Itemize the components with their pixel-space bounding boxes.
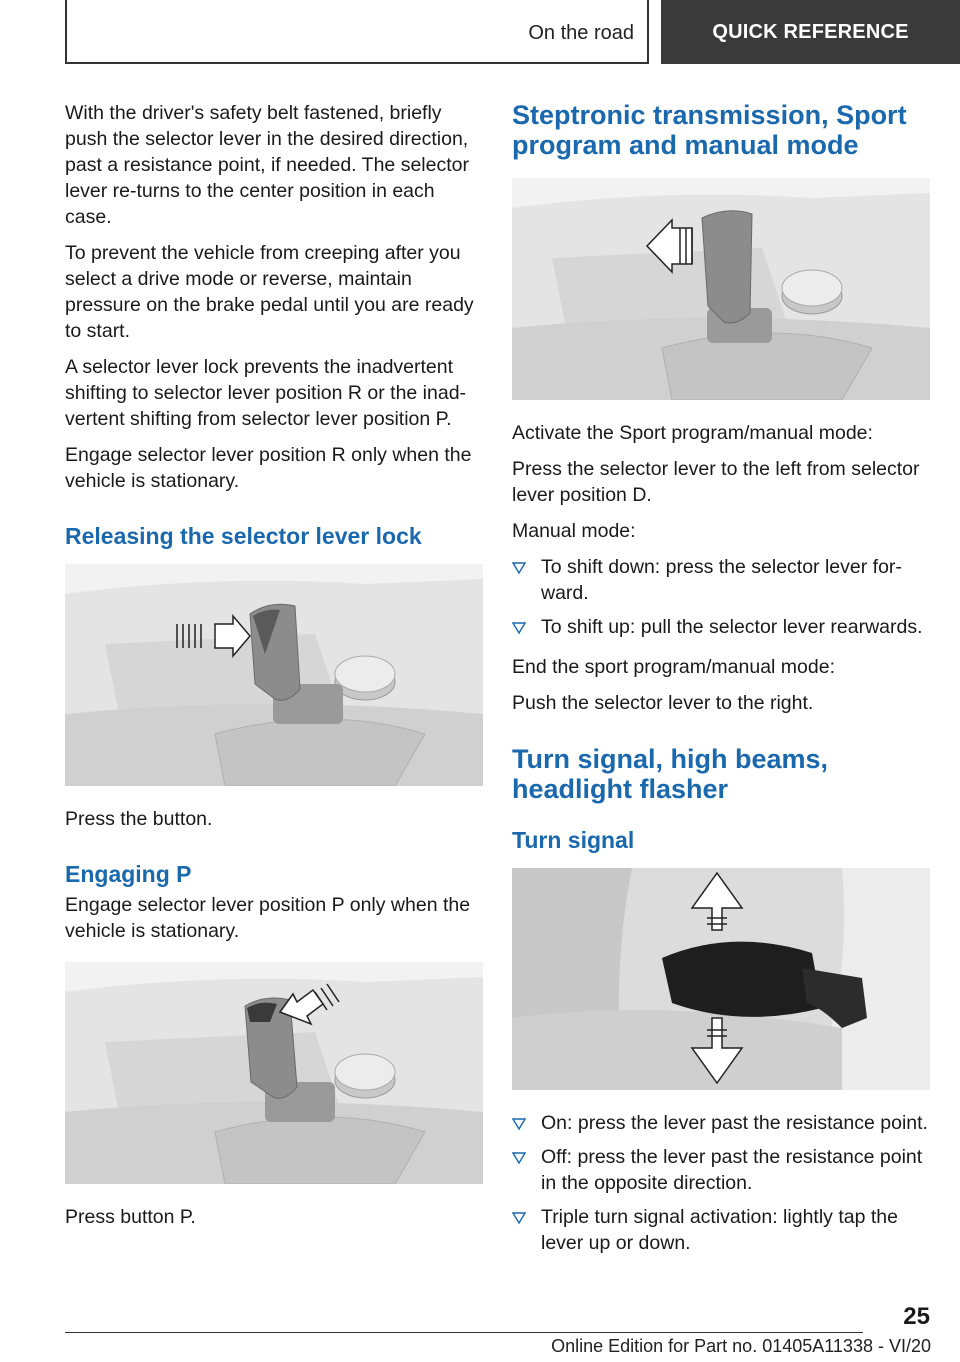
list-item (512, 614, 930, 640)
heading-turn-signal: Turn signal (512, 827, 635, 853)
list-item (512, 1144, 930, 1196)
paragraph-engage-p: Engage selector lever position P only when the vehicle is stationary. (65, 894, 471, 942)
triangle-bullet-icon (512, 1204, 526, 1230)
list-item (512, 1110, 930, 1136)
list-item (512, 1204, 930, 1256)
page-number: 25 (903, 1303, 930, 1330)
heading-turn-signal-high-beams: Turn signal, high beams, headlight flasher (512, 744, 829, 804)
paragraph-press-button-p: Press button P. (65, 1206, 196, 1228)
list-item-text: To shift up: pull the selector lever rearwards. (541, 616, 923, 638)
footer-edition-text: Online Edition for Part no. 01405A11338 - VI/20 (551, 1336, 931, 1356)
triangle-bullet-icon (512, 1144, 526, 1170)
figure-turn-signal-illustration (512, 868, 930, 1090)
figure-steptronic-illustration (512, 178, 930, 400)
list-item-text: On: press the lever past the resistance point. (541, 1112, 928, 1134)
paragraph-manual-mode: Manual mode: (512, 520, 636, 542)
list-item-text: Off: press the lever past the resistance point in the opposite direction. (541, 1146, 923, 1194)
figure-release-lock-illustration (65, 564, 483, 786)
triangle-bullet-icon (512, 614, 526, 640)
right-column (512, 100, 930, 1268)
paragraph-position-r: Engage selector lever position R only when the vehicle is stationary. (65, 444, 472, 492)
heading-engaging-p: Engaging P (65, 861, 192, 887)
manual-mode-list (512, 554, 930, 640)
list-item-text: Triple turn signal activation: lightly tap the lever up or down. (541, 1206, 898, 1254)
heading-releasing-lock: Releasing the selector lever lock (65, 523, 422, 549)
heading-steptronic: Steptronic transmission, Sport program and manual mode (512, 100, 907, 160)
turn-signal-list (512, 1110, 930, 1256)
paragraph-activate-sport: Activate the Sport program/manual mode: (512, 422, 873, 444)
figure-engaging-p-illustration (65, 962, 483, 1184)
paragraph-end-sport: End the sport program/manual mode: (512, 656, 836, 678)
list-item (512, 554, 930, 606)
triangle-bullet-icon (512, 554, 526, 580)
header-tab-label: QUICK REFERENCE (712, 20, 909, 43)
list-item-text: To shift down: press the selector lever for‐ward. (541, 556, 902, 604)
left-column (65, 100, 483, 1240)
footer-divider (65, 1332, 863, 1333)
header-section-title: On the road (528, 22, 634, 44)
paragraph-press-left: Press the selector lever to the left from selector lever position D. (512, 458, 920, 506)
paragraph-creeping: To prevent the vehicle from creeping after you select a drive mode or reverse, maintain pressure on the brake pedal until you are ready to start. (65, 242, 474, 342)
paragraph-push-right: Push the selector lever to the right. (512, 692, 814, 714)
paragraph-belt: With the driver's safety belt fastened, briefly push the selector lever in the desired direction, past a resistance point, if needed. The selector lever re‐turns to the center position in each case. (65, 102, 469, 228)
paragraph-lever-lock: A selector lever lock prevents the inadvertent shifting to selector lever position R or the inad‐vertent shifting from selector lever position P. (65, 356, 467, 430)
paragraph-press-button: Press the button. (65, 808, 213, 830)
triangle-bullet-icon (512, 1110, 526, 1136)
header-quick-reference-tab[interactable] (661, 0, 960, 64)
